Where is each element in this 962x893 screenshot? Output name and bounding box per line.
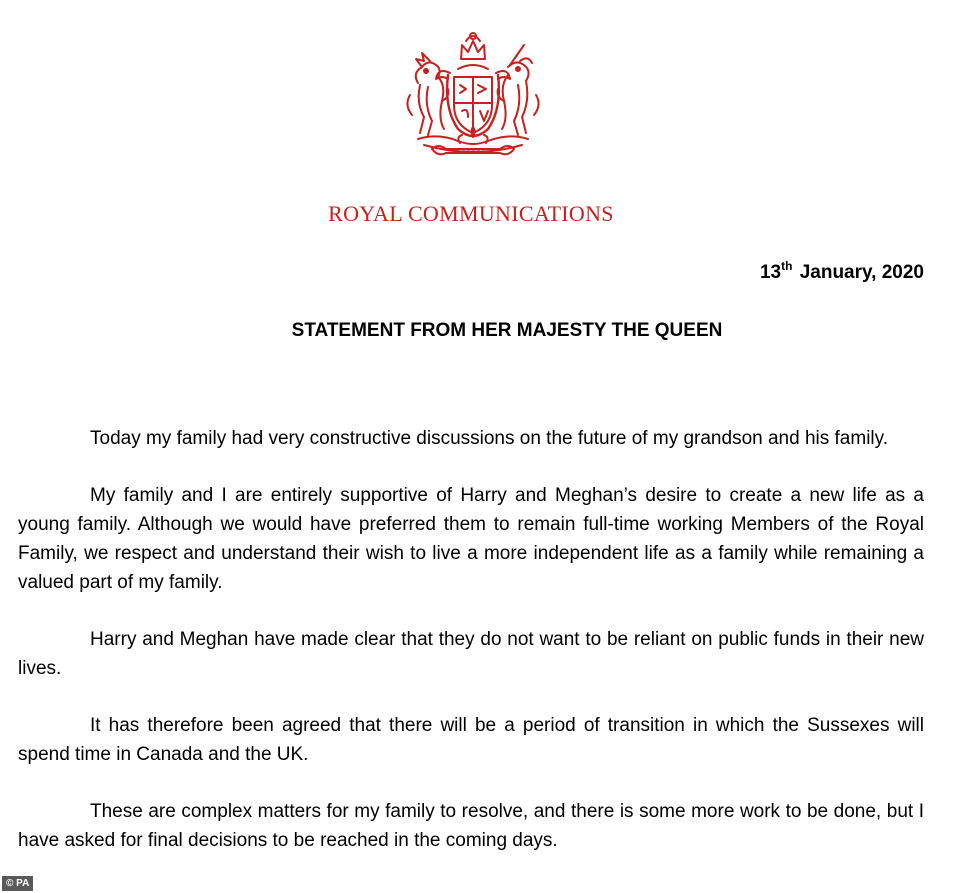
date-day: 13 (759, 262, 782, 283)
date-month-year: January, 2020 (799, 262, 924, 283)
paragraph: Harry and Meghan have made clear that they do not want to be reliant on public funds in their new lives. (18, 629, 924, 679)
royal-coat-of-arms-icon (398, 25, 548, 165)
date-ordinal-suffix: th (781, 259, 793, 273)
paragraph: My family and I are entirely supportive of Harry and Meghan’s desire to create a new life as a young family. Although we would have preferred them to remain full-time working Members of the Royal Family, we respect and understand their wish to live a more independent life as a family while remaining a valued part of my family. (18, 485, 924, 593)
statement-title: STATEMENT FROM HER MAJESTY THE QUEEN (291, 320, 723, 341)
statement-body (18, 424, 924, 883)
letter-date (759, 259, 924, 284)
department-name: ROYAL COMMUNICATIONS (328, 201, 614, 226)
paragraph: These are complex matters for my family to resolve, and there is some more work to be done, but I have asked for final decisions to be reached in the coming days. (18, 801, 924, 851)
photo-credit-badge: © PA (2, 876, 33, 891)
paragraph: Today my family had very constructive discussions on the future of my grandson and his family. (90, 428, 889, 449)
paragraph: It has therefore been agreed that there will be a period of transition in which the Sussexes will spend time in Canada and the UK. (18, 715, 924, 765)
